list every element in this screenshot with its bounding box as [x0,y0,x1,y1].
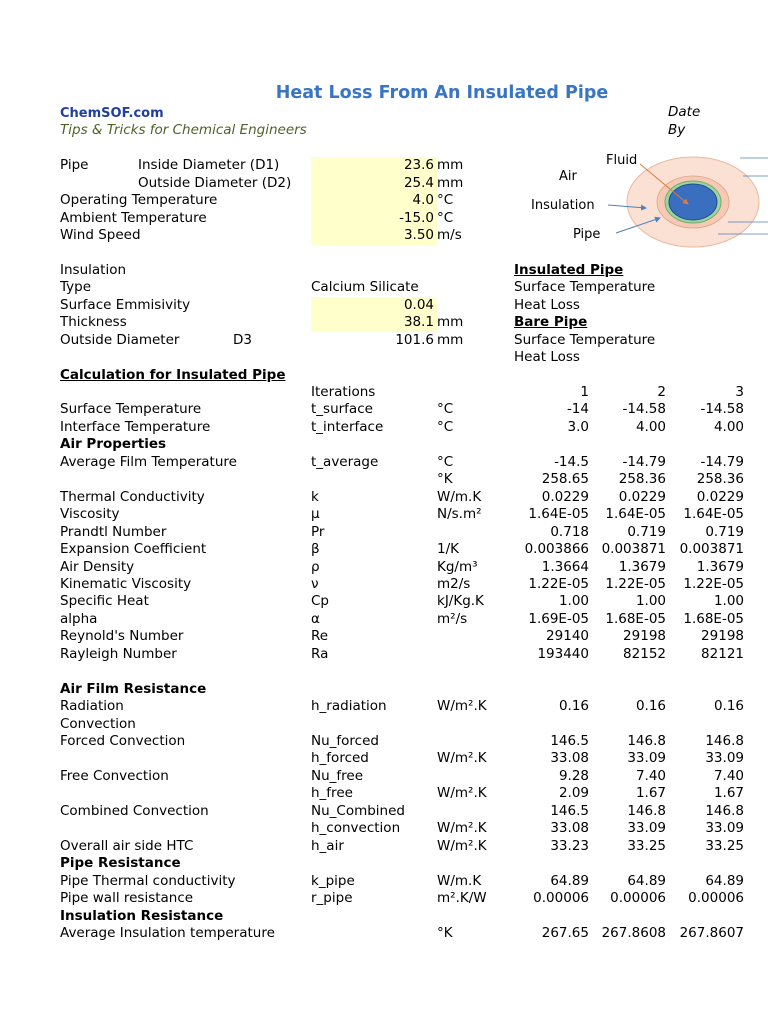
calc-row-unit: W/m².K [437,820,487,837]
insulation-label: Insulation [531,198,595,213]
input-label: Ambient Temperature [60,209,207,226]
calc-value-iter-3: 7.40 [713,767,744,784]
calc-row-label: Reynold's Number [60,628,184,645]
calc-value-iter-2: 1.64E-05 [605,506,666,523]
calc-row-symbol: h_forced [311,750,369,767]
calc-row-symbol: ν [311,575,319,592]
calc-row-unit: °C [437,401,454,418]
calc-value-iter-1: 1 [580,384,589,400]
calc-row-symbol: Nu_Combined [311,802,405,819]
thickness-unit: mm [437,314,464,330]
calc-row-label: Air Properties [60,436,167,453]
calc-row-unit: W/m.K [437,488,482,505]
calc-row-label: Interface Temperature [60,418,211,435]
calc-value-iter-3: 258.36 [696,471,744,488]
calc-value-iter-3: 33.09 [705,750,744,767]
calc-heading: Calculation for Insulated Pipe [60,367,286,383]
calc-value-iter-3: 33.09 [705,820,744,837]
calc-value-iter-1: 33.23 [550,837,589,854]
calc-value-iter-3: 29198 [701,628,744,645]
calc-row-symbol: h_air [311,837,344,854]
calc-value-iter-2: 0.00006 [610,890,666,907]
fluid-core [669,184,717,220]
calc-value-iter-3: 1.3679 [696,558,744,575]
bare-heat-loss-label: Heat Loss [514,349,580,365]
thickness-label: Thickness [60,314,127,330]
calc-row-symbol: Cp [311,593,329,610]
calc-value-iter-2: 267.8608 [601,924,666,941]
bare-pipe-heading: Bare Pipe [514,314,588,330]
calc-row-symbol: Pr [311,523,325,540]
calc-value-iter-1: 146.5 [550,802,589,819]
calc-row-label: Prandtl Number [60,523,167,540]
calc-row-label: Pipe Resistance [60,855,181,872]
emissivity-value[interactable]: 0.04 [403,297,434,313]
calc-row-symbol: ρ [311,558,320,575]
calc-value-iter-1: 0.003866 [524,541,589,558]
calc-row-label: Air Density [60,558,135,575]
calc-value-iter-2: 1.22E-05 [605,575,666,592]
outside-diameter-unit: mm [437,332,464,348]
calc-row-symbol: h_convection [311,820,401,837]
calc-row-unit: W/m².K [437,750,487,767]
calc-value-iter-3: 0.719 [705,523,744,540]
insulation-type-label: Type [60,279,92,295]
calc-value-iter-1: 29140 [546,628,589,645]
outside-diameter-symbol: D3 [233,332,252,348]
calc-value-iter-1: 2.09 [558,785,589,802]
input-value[interactable]: 4.0 [412,192,434,208]
calc-value-iter-2: -14.79 [622,453,666,470]
calc-value-iter-2: 1.00 [635,593,666,610]
calc-row-label: Surface Temperature [60,401,202,418]
calc-row-label: Air Film Resistance [60,680,207,697]
calc-value-iter-1: 1.22E-05 [528,575,589,592]
calc-value-iter-1: 0.718 [550,523,589,540]
calc-row-unit: kJ/Kg.K [437,593,484,610]
input-unit: mm [437,157,464,173]
calc-value-iter-1: 1.3664 [541,558,589,575]
input-unit: °C [437,209,454,226]
calc-value-iter-3: 1.22E-05 [683,575,744,592]
fluid-label: Fluid [606,153,638,168]
calc-value-iter-2: 33.09 [627,820,666,837]
calc-value-iter-1: 0.16 [558,698,589,715]
input-value[interactable]: -15.0 [399,209,434,226]
calc-value-iter-3: 146.8 [705,802,744,819]
calc-value-iter-2: 0.0229 [618,488,666,505]
calc-value-iter-1: 0.00006 [533,890,589,907]
insulation-type-value[interactable]: Calcium Silicate [311,279,419,295]
calc-value-iter-1: -14.5 [554,453,589,470]
input-label: Outside Diameter (D2) [138,174,292,191]
pipe-label-diagram: Pipe [573,227,601,242]
calc-row-unit: °C [437,453,454,470]
calc-value-iter-3: 4.00 [713,418,744,435]
input-label: Inside Diameter (D1) [138,157,280,173]
calc-value-iter-1: 1.00 [558,593,589,610]
calc-value-iter-3: 3 [735,384,744,400]
calc-value-iter-2: 4.00 [635,418,666,435]
calc-value-iter-1: 1.69E-05 [528,610,589,627]
pipe-label: Pipe [60,157,89,173]
calc-value-iter-2: -14.58 [622,401,666,418]
brand-name: ChemSOF.com [60,106,164,121]
insulated-surface-temp-label: Surface Temperature [514,279,656,295]
calc-row-unit: W/m.K [437,872,482,889]
by-label: By [668,122,686,138]
calc-value-iter-3: 1.68E-05 [683,610,744,627]
input-unit: °C [437,192,454,208]
input-label: Operating Temperature [60,192,218,208]
calc-row-unit: m2/s [437,575,471,592]
tagline: Tips & Tricks for Chemical Engineers [60,122,307,138]
calc-row-unit: °C [437,418,454,435]
calc-value-iter-3: 0.00006 [688,890,744,907]
calc-row-label: Specific Heat [60,593,149,610]
input-unit: mm [437,174,464,191]
calc-row-label: Average Insulation temperature [60,924,275,941]
calc-value-iter-1: 0.0229 [541,488,589,505]
calc-row-symbol: α [311,610,320,627]
calc-row-symbol: r_pipe [311,890,353,907]
calc-row-unit: °K [437,471,453,488]
calc-row-symbol: t_interface [311,418,384,435]
input-unit: m/s [437,227,462,243]
calc-row-unit: 1/K [437,541,459,558]
calc-value-iter-2: 146.8 [627,733,666,749]
air-label: Air [559,169,577,184]
calc-value-iter-3: 146.8 [705,733,744,749]
calc-row-unit: W/m².K [437,785,487,802]
input-label: Wind Speed [60,227,141,243]
calc-row-symbol: k [311,488,319,505]
calc-value-iter-3: 1.67 [713,785,744,802]
calc-row-symbol: t_surface [311,401,373,418]
calc-value-iter-3: 0.16 [713,698,744,715]
page-title: Heat Loss From An Insulated Pipe [275,83,609,103]
calc-value-iter-2: 0.719 [627,523,666,540]
calc-row-label: Thermal Conductivity [60,488,205,505]
calc-row-unit: W/m².K [437,698,487,715]
date-label: Date [668,104,701,120]
calc-row-label: Average Film Temperature [60,453,237,470]
input-value[interactable]: 25.4 [403,174,434,191]
calc-value-iter-3: 267.8607 [679,924,744,941]
emissivity-label: Surface Emmisivity [60,297,191,313]
calc-value-iter-3: 64.89 [705,872,744,889]
outside-diameter-label: Outside Diameter [60,332,180,348]
calc-row-label: Combined Convection [60,802,209,819]
calc-row-label: Rayleigh Number [60,645,177,662]
calc-row-unit: W/m².K [437,837,487,854]
calc-value-iter-2: 1.68E-05 [605,610,666,627]
calc-row-label: alpha [60,610,98,627]
calc-value-iter-2: 1.67 [635,785,666,802]
outside-diameter-value: 101.6 [395,332,434,348]
insulated-heat-loss-label: Heat Loss [514,297,580,313]
calc-value-iter-2: 2 [657,384,666,400]
calc-value-iter-1: 258.65 [541,471,589,488]
thickness-value[interactable]: 38.1 [403,314,434,330]
calc-row-label: Radiation [60,698,124,715]
calc-value-iter-1: 3.0 [567,418,589,435]
calc-row-unit: °K [437,924,453,941]
calc-row-label: Overall air side HTC [60,837,194,854]
calc-row-label: Pipe Thermal conductivity [60,872,236,889]
calc-row-symbol: t_average [311,453,379,470]
calc-row-symbol: k_pipe [311,872,355,889]
calc-row-unit: m².K/W [437,890,487,907]
calc-value-iter-2: 64.89 [627,872,666,889]
calc-row-unit: N/s.m² [437,506,482,523]
bare-surface-temp-label: Surface Temperature [514,332,656,348]
insulated-pipe-heading: Insulated Pipe [514,262,624,278]
calc-value-iter-3: 1.64E-05 [683,506,744,523]
calc-value-iter-2: 7.40 [635,767,666,784]
calc-value-iter-1: 33.08 [550,750,589,767]
calc-value-iter-2: 258.36 [618,471,666,488]
calc-row-label: Free Convection [60,767,169,784]
calc-value-iter-3: 0.003871 [679,541,744,558]
insulation-heading: Insulation [60,262,127,278]
input-value[interactable]: 23.6 [403,157,434,173]
calc-value-iter-3: 1.00 [713,593,744,610]
calc-value-iter-1: -14 [566,401,589,418]
calc-row-label: Forced Convection [60,733,186,749]
calc-value-iter-3: -14.58 [700,401,744,418]
calc-value-iter-2: 146.8 [627,802,666,819]
calc-value-iter-2: 29198 [623,628,666,645]
calc-value-iter-2: 0.003871 [601,541,666,558]
calc-row-label: Expansion Coefficient [60,541,207,558]
calc-row-unit: Kg/m³ [437,558,478,575]
calc-row-symbol: h_free [311,785,353,802]
input-value[interactable]: 3.50 [403,227,434,243]
calc-row-symbol: β [311,541,320,558]
calc-row-symbol: Nu_forced [311,733,379,749]
calc-value-iter-2: 82152 [623,645,666,662]
calc-row-label: Kinematic Viscosity [60,575,192,592]
pipe-cross-section-diagram [528,148,768,248]
calc-row-symbol: Nu_free [311,767,364,784]
calc-value-iter-1: 193440 [537,645,589,662]
calc-value-iter-1: 146.5 [550,733,589,749]
calc-value-iter-2: 0.16 [635,698,666,715]
calc-value-iter-2: 33.09 [627,750,666,767]
calc-row-symbol: Re [311,628,329,645]
calc-value-iter-1: 64.89 [550,872,589,889]
calc-row-symbol: Iterations [311,384,376,400]
calc-row-label: Pipe wall resistance [60,890,194,907]
calc-value-iter-3: 82121 [701,645,744,662]
calc-value-iter-1: 33.08 [550,820,589,837]
calc-value-iter-1: 1.64E-05 [528,506,589,523]
calc-row-symbol: µ [311,506,320,523]
calc-row-unit: m²/s [437,610,468,627]
calc-value-iter-2: 33.25 [627,837,666,854]
calc-value-iter-3: -14.79 [700,453,744,470]
calc-row-label: Convection [60,715,136,732]
calc-row-label: Viscosity [60,506,120,523]
calc-value-iter-1: 9.28 [558,767,589,784]
calc-value-iter-3: 0.0229 [696,488,744,505]
calc-value-iter-1: 267.65 [541,924,589,941]
calc-row-label: Insulation Resistance [60,907,224,924]
calc-value-iter-3: 33.25 [705,837,744,854]
calc-row-symbol: Ra [311,645,329,662]
calc-value-iter-2: 1.3679 [618,558,666,575]
calc-row-symbol: h_radiation [311,698,387,715]
